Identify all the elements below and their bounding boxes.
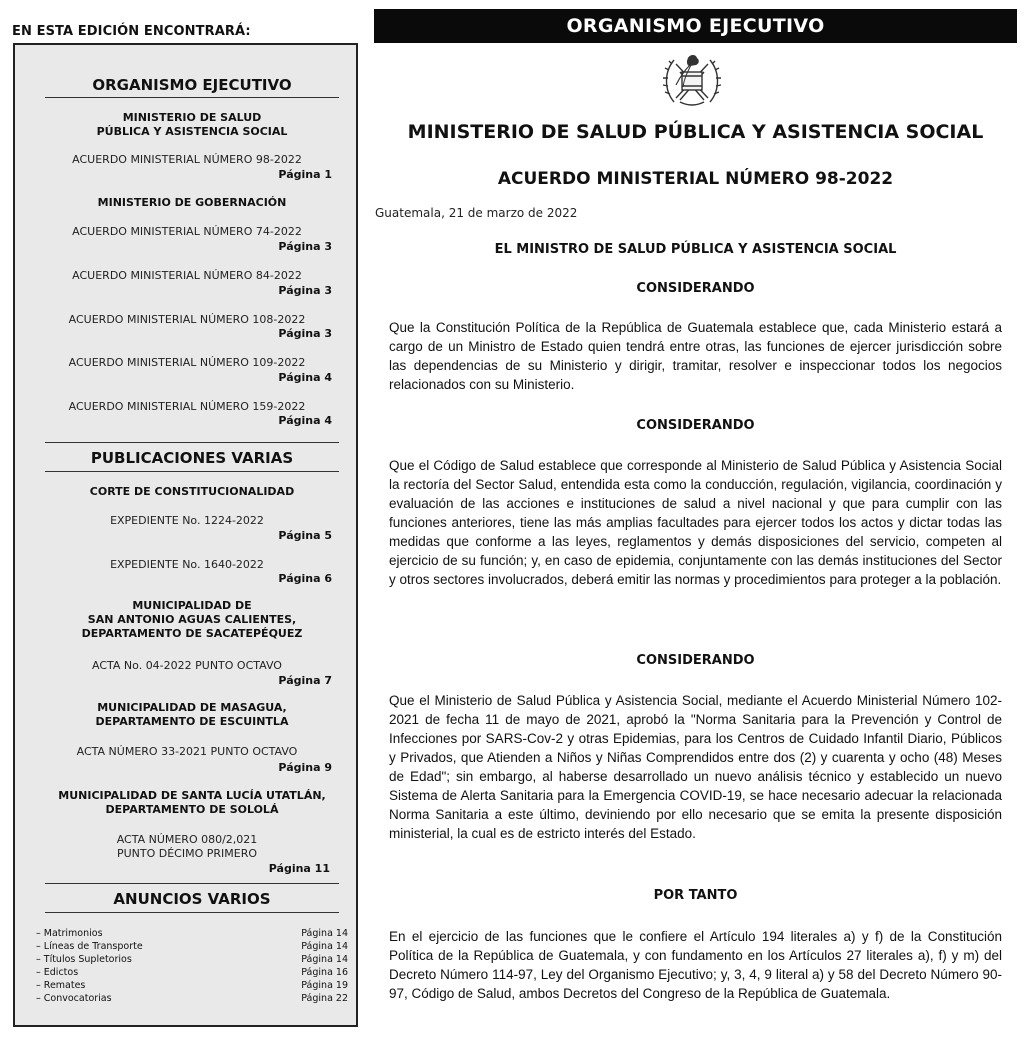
toc-entity-corte: CORTE DE CONSTITUCIONALIDAD bbox=[89, 485, 295, 498]
toc-doc-gob-3[interactable]: ACUERDO MINISTERIAL NÚMERO 108-2022 bbox=[68, 313, 306, 326]
list-item[interactable] bbox=[36, 927, 348, 940]
announcement-page: Página 16 bbox=[301, 967, 348, 978]
list-item[interactable] bbox=[36, 979, 348, 992]
toc-page-gob-4: Página 4 bbox=[278, 371, 332, 384]
considerando-heading-3: CONSIDERANDO bbox=[636, 653, 755, 668]
toc-doc-aguas-calientes[interactable]: ACTA No. 04-2022 PUNTO OCTAVO bbox=[92, 659, 282, 672]
toc-section-anuncios: ANUNCIOS VARIOS bbox=[113, 890, 271, 908]
toc-doc-corte-2[interactable]: EXPEDIENTE No. 1640-2022 bbox=[110, 558, 264, 571]
date-line: Guatemala, 21 de marzo de 2022 bbox=[375, 206, 578, 220]
toc-page-aguas-calientes: Página 7 bbox=[278, 674, 332, 687]
toc-page-corte-2: Página 6 bbox=[278, 572, 332, 585]
por-tanto-heading: POR TANTO bbox=[653, 888, 738, 903]
toc-section-organismo: ORGANISMO EJECUTIVO bbox=[92, 76, 292, 94]
toc-section-publicaciones: PUBLICACIONES VARIAS bbox=[90, 449, 294, 467]
divider bbox=[45, 883, 339, 884]
toc-entity-salud: MINISTERIO DE SALUD PÚBLICA Y ASISTENCIA SOCIAL bbox=[96, 111, 288, 138]
toc-doc-gob-5[interactable]: ACUERDO MINISTERIAL NÚMERO 159-2022 bbox=[68, 400, 306, 413]
toc-page-gob-3: Página 3 bbox=[278, 327, 332, 340]
toc-doc-corte-1[interactable]: EXPEDIENTE No. 1224-2022 bbox=[110, 514, 264, 527]
paragraph-1: Que la Constitución Política de la República de Guatemala establece que, cada Ministerio estará a cargo de un Ministro de Estado quien tendrá entre otras, las funciones de ejercer jurisdicción sobre las dependencias de su Ministerio y dirigir, tramitar, resolver e inspeccionar todos los negocios relacionados con su Ministerio. bbox=[389, 320, 1002, 392]
toc-entity-gobernacion: MINISTERIO DE GOBERNACIÓN bbox=[97, 196, 287, 209]
announcement-label: – Matrimonios bbox=[36, 928, 103, 939]
announcement-page: Página 14 bbox=[301, 928, 348, 939]
divider bbox=[45, 97, 339, 98]
toc-doc-gob-4[interactable]: ACUERDO MINISTERIAL NÚMERO 109-2022 bbox=[68, 356, 306, 369]
announcement-page: Página 19 bbox=[301, 980, 348, 991]
paragraph-4: En el ejercicio de las funciones que le confiere el Artículo 194 literales a) y f) de la Constitución Política de la República de Guatemala, y con fundamento en los Artículos 27 literales a), f) y m) del Decreto Número 114-97, Ley del Organismo Ejecutivo; y, 3, 4, 9 literal a) y 58 del Decreto Número 90-97, Código de Salud, ambos Decretos del Congreso de la República de Guatemala. bbox=[389, 929, 1002, 1001]
divider bbox=[45, 471, 339, 472]
ministry-title: MINISTERIO DE SALUD PÚBLICA Y ASISTENCIA SOCIAL bbox=[407, 121, 984, 143]
toc-page-salud: Página 1 bbox=[278, 168, 332, 181]
list-item[interactable] bbox=[36, 966, 348, 979]
toc-entity-masagua: MUNICIPALIDAD DE MASAGUA, DEPARTAMENTO DE ESCUINTLA bbox=[95, 701, 289, 728]
coat-of-arms-icon bbox=[660, 50, 724, 108]
list-item[interactable] bbox=[36, 953, 348, 966]
toc-page-masagua: Página 9 bbox=[278, 761, 332, 774]
toc-doc-solola[interactable]: ACTA NÚMERO 080/2,021 PUNTO DÉCIMO PRIMERO bbox=[116, 833, 258, 860]
considerando-heading-1: CONSIDERANDO bbox=[636, 281, 755, 296]
table-of-contents bbox=[13, 43, 358, 1027]
announcement-page: Página 22 bbox=[301, 993, 348, 1004]
divider bbox=[45, 912, 339, 913]
divider bbox=[45, 442, 339, 443]
announcement-page: Página 14 bbox=[301, 954, 348, 965]
paragraph-2: Que el Código de Salud establece que corresponde al Ministerio de Salud Pública y Asistencia Social la rectoría del Sector Salud, entendida esta como la conducción, regulación, vigilancia, coordinación y evaluación de las acciones e instituciones de salud a nivel nacional y que para cumplir con las funciones anteriores, tiene las más amplias facultades para ejercer todos los actos y dictar todas las medidas que conforme a las leyes, reglamentos y demás disposiciones del servicio, competen al ejercicio de su función; y, en caso de epidemia, conjuntamente con las demás instituciones del Sector y otros sectores involucrados, deberá emitir las normas y procedimientos para proteger a la población. bbox=[389, 458, 1002, 587]
announcement-label: – Líneas de Transporte bbox=[36, 941, 143, 952]
sidebar-heading: EN ESTA EDICIÓN ENCONTRARÁ: bbox=[12, 24, 251, 39]
agreement-title: ACUERDO MINISTERIAL NÚMERO 98-2022 bbox=[497, 169, 894, 189]
considerando-heading-2: CONSIDERANDO bbox=[636, 418, 755, 433]
toc-page-solola: Página 11 bbox=[268, 862, 330, 875]
announcement-label: – Remates bbox=[36, 980, 86, 991]
list-item[interactable] bbox=[36, 940, 348, 953]
announcement-page: Página 14 bbox=[301, 941, 348, 952]
toc-doc-gob-1[interactable]: ACUERDO MINISTERIAL NÚMERO 74-2022 bbox=[72, 225, 302, 238]
toc-doc-gob-2[interactable]: ACUERDO MINISTERIAL NÚMERO 84-2022 bbox=[72, 269, 302, 282]
toc-entity-solola: MUNICIPALIDAD DE SANTA LUCÍA UTATLÁN, DEPARTAMENTO DE SOLOLÁ bbox=[58, 789, 326, 816]
toc-doc-masagua[interactable]: ACTA NÚMERO 33-2021 PUNTO OCTAVO bbox=[76, 745, 298, 758]
paragraph-3: Que el Ministerio de Salud Pública y Asistencia Social, mediante el Acuerdo Ministerial Número 102-2021 de fecha 11 de mayo de 2021, aprobó la "Norma Sanitaria para la Prevención y Control de Infecciones por SARS-Cov-2 y otras Epidemias, para los Centros de Cuidado Infantil Diario, Públicos y Privados, que Atienden a Niños y Niñas Comprendidos entre dos (2) y cuarenta y ocho (48) Meses de Edad"; sin embargo, al haberse desarrollado un nuevo análisis técnico y establecido un nuevo Sistema de Alerta Sanitaria para la Emergencia COVID-19, se hace necesario adecuar la relacionada Norma Sanitaria a este último, deviniendo por ello necesario que se emita la presente disposición ministerial, la cual es de estricto interés del Estado. bbox=[389, 693, 1002, 841]
toc-page-gob-1: Página 3 bbox=[278, 240, 332, 253]
minister-title: EL MINISTRO DE SALUD PÚBLICA Y ASISTENCIA SOCIAL bbox=[494, 242, 897, 257]
toc-page-gob-2: Página 3 bbox=[278, 284, 332, 297]
announcement-label: – Convocatorias bbox=[36, 993, 112, 1004]
toc-entity-aguas-calientes: MUNICIPALIDAD DE SAN ANTONIO AGUAS CALIENTES, DEPARTAMENTO DE SACATEPÉQUEZ bbox=[81, 599, 303, 640]
list-item[interactable] bbox=[36, 992, 348, 1005]
toc-page-gob-5: Página 4 bbox=[278, 414, 332, 427]
announcement-label: – Títulos Supletorios bbox=[36, 954, 132, 965]
announcement-label: – Edictos bbox=[36, 967, 79, 978]
section-banner: ORGANISMO EJECUTIVO bbox=[374, 9, 1017, 43]
toc-page-corte-1: Página 5 bbox=[278, 529, 332, 542]
toc-doc-salud[interactable]: ACUERDO MINISTERIAL NÚMERO 98-2022 bbox=[72, 153, 302, 166]
